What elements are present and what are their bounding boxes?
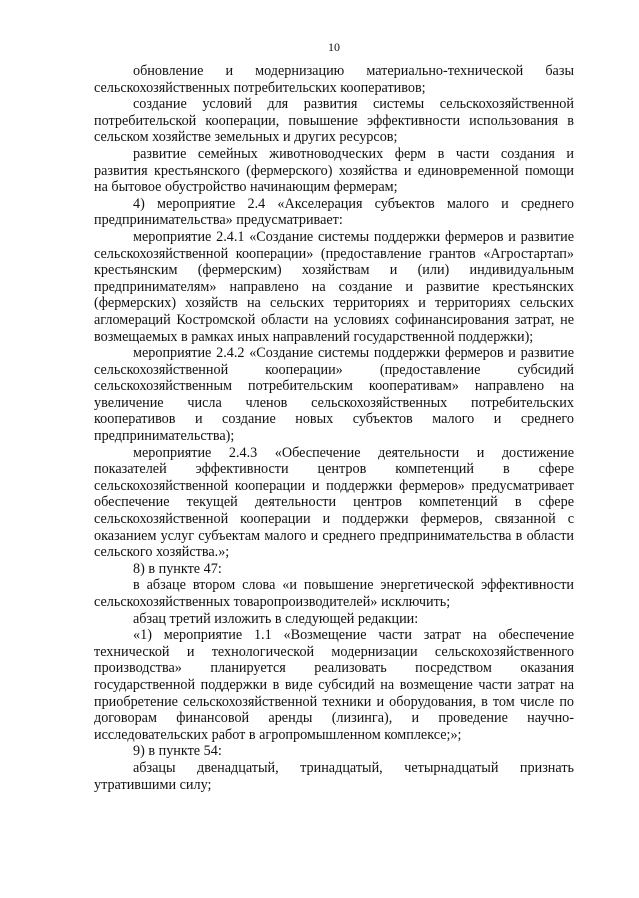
paragraph: абзацы двенадцатый, тринадцатый, четырнадцатый признать утратившими силу; — [94, 759, 574, 793]
paragraph: абзац третий изложить в следующей редакции: — [133, 610, 419, 627]
paragraph: 4) мероприятие 2.4 «Акселерация субъектов малого и среднего предпринимательства» предусматривает: — [94, 195, 574, 229]
paragraph: 8) в пункте 47: — [133, 560, 222, 577]
paragraph: создание условий для развития системы сельскохозяйственной потребительской кооперации, повышение эффективности использования в сельском хозяйстве земельных и других ресурсов; — [94, 96, 574, 146]
paragraph: 9) в пункте 54: — [133, 743, 222, 760]
document-body — [94, 63, 574, 793]
paragraph: развитие семейных животноводческих ферм в части создания и развития крестьянского (фермерского) хозяйства и единовременной помощи на бытовое обустройство начинающим фермерам; — [94, 145, 574, 196]
paragraph: обновление и модернизацию материально-технической базы сельскохозяйственных потребительских кооперативов; — [94, 63, 574, 96]
paragraph: «1) мероприятие 1.1 «Возмещение части затрат на обеспечение технической и технологической модернизации сельскохозяйственного производства» планируется реализовать посредством оказания государственной поддержки в виде субсидий на возмещение части затрат на приобретение сельскохозяйственной техники и оборудования, в том числе по договорам финансовой аренды (лизинга), и проведение научно-исследовательских работ в агропромышленном комплексе;»; — [94, 627, 574, 743]
paragraph: мероприятие 2.4.1 «Создание системы поддержки фермеров и развитие сельскохозяйственной кооперации» (предоставление грантов «Агростартап» крестьянским (фермерским) хозяйствам и (или) индивидуальным предпринимателям» направлено на создание и развитие крестьянских (фермерских) хозяйств на сельских территориях и территориях сельских агломераций Костромской области на условиях софинансирования затрат, не возмещаемых в рамках иных направлений государственной поддержки); — [94, 228, 574, 345]
page-number: 10 — [328, 40, 340, 54]
paragraph: мероприятие 2.4.3 «Обеспечение деятельности и достижение показателей эффективности центров компетенций в сфере сельскохозяйственной кооперации и поддержки фермеров» предусматривает обеспечение текущей деятельности центров компетенций в сфере сельскохозяйственной кооперации и поддержки фермеров, связанной с оказанием услуг субъектам малого и среднего предпринимательства в области сельского хозяйства.»; — [94, 444, 574, 561]
paragraph: мероприятие 2.4.2 «Создание системы поддержки фермеров и развитие сельскохозяйственной кооперации» (предоставление субсидий сельскохозяйственным потребительским кооперативам» направлено на увеличение числа членов сельскохозяйственных потребительских кооперативов и создание новых субъектов малого и среднего предпринимательства); — [94, 345, 574, 445]
paragraph: в абзаце втором слова «и повышение энергетической эффективности сельскохозяйственных товаропроизводителей» исключить; — [94, 577, 574, 610]
